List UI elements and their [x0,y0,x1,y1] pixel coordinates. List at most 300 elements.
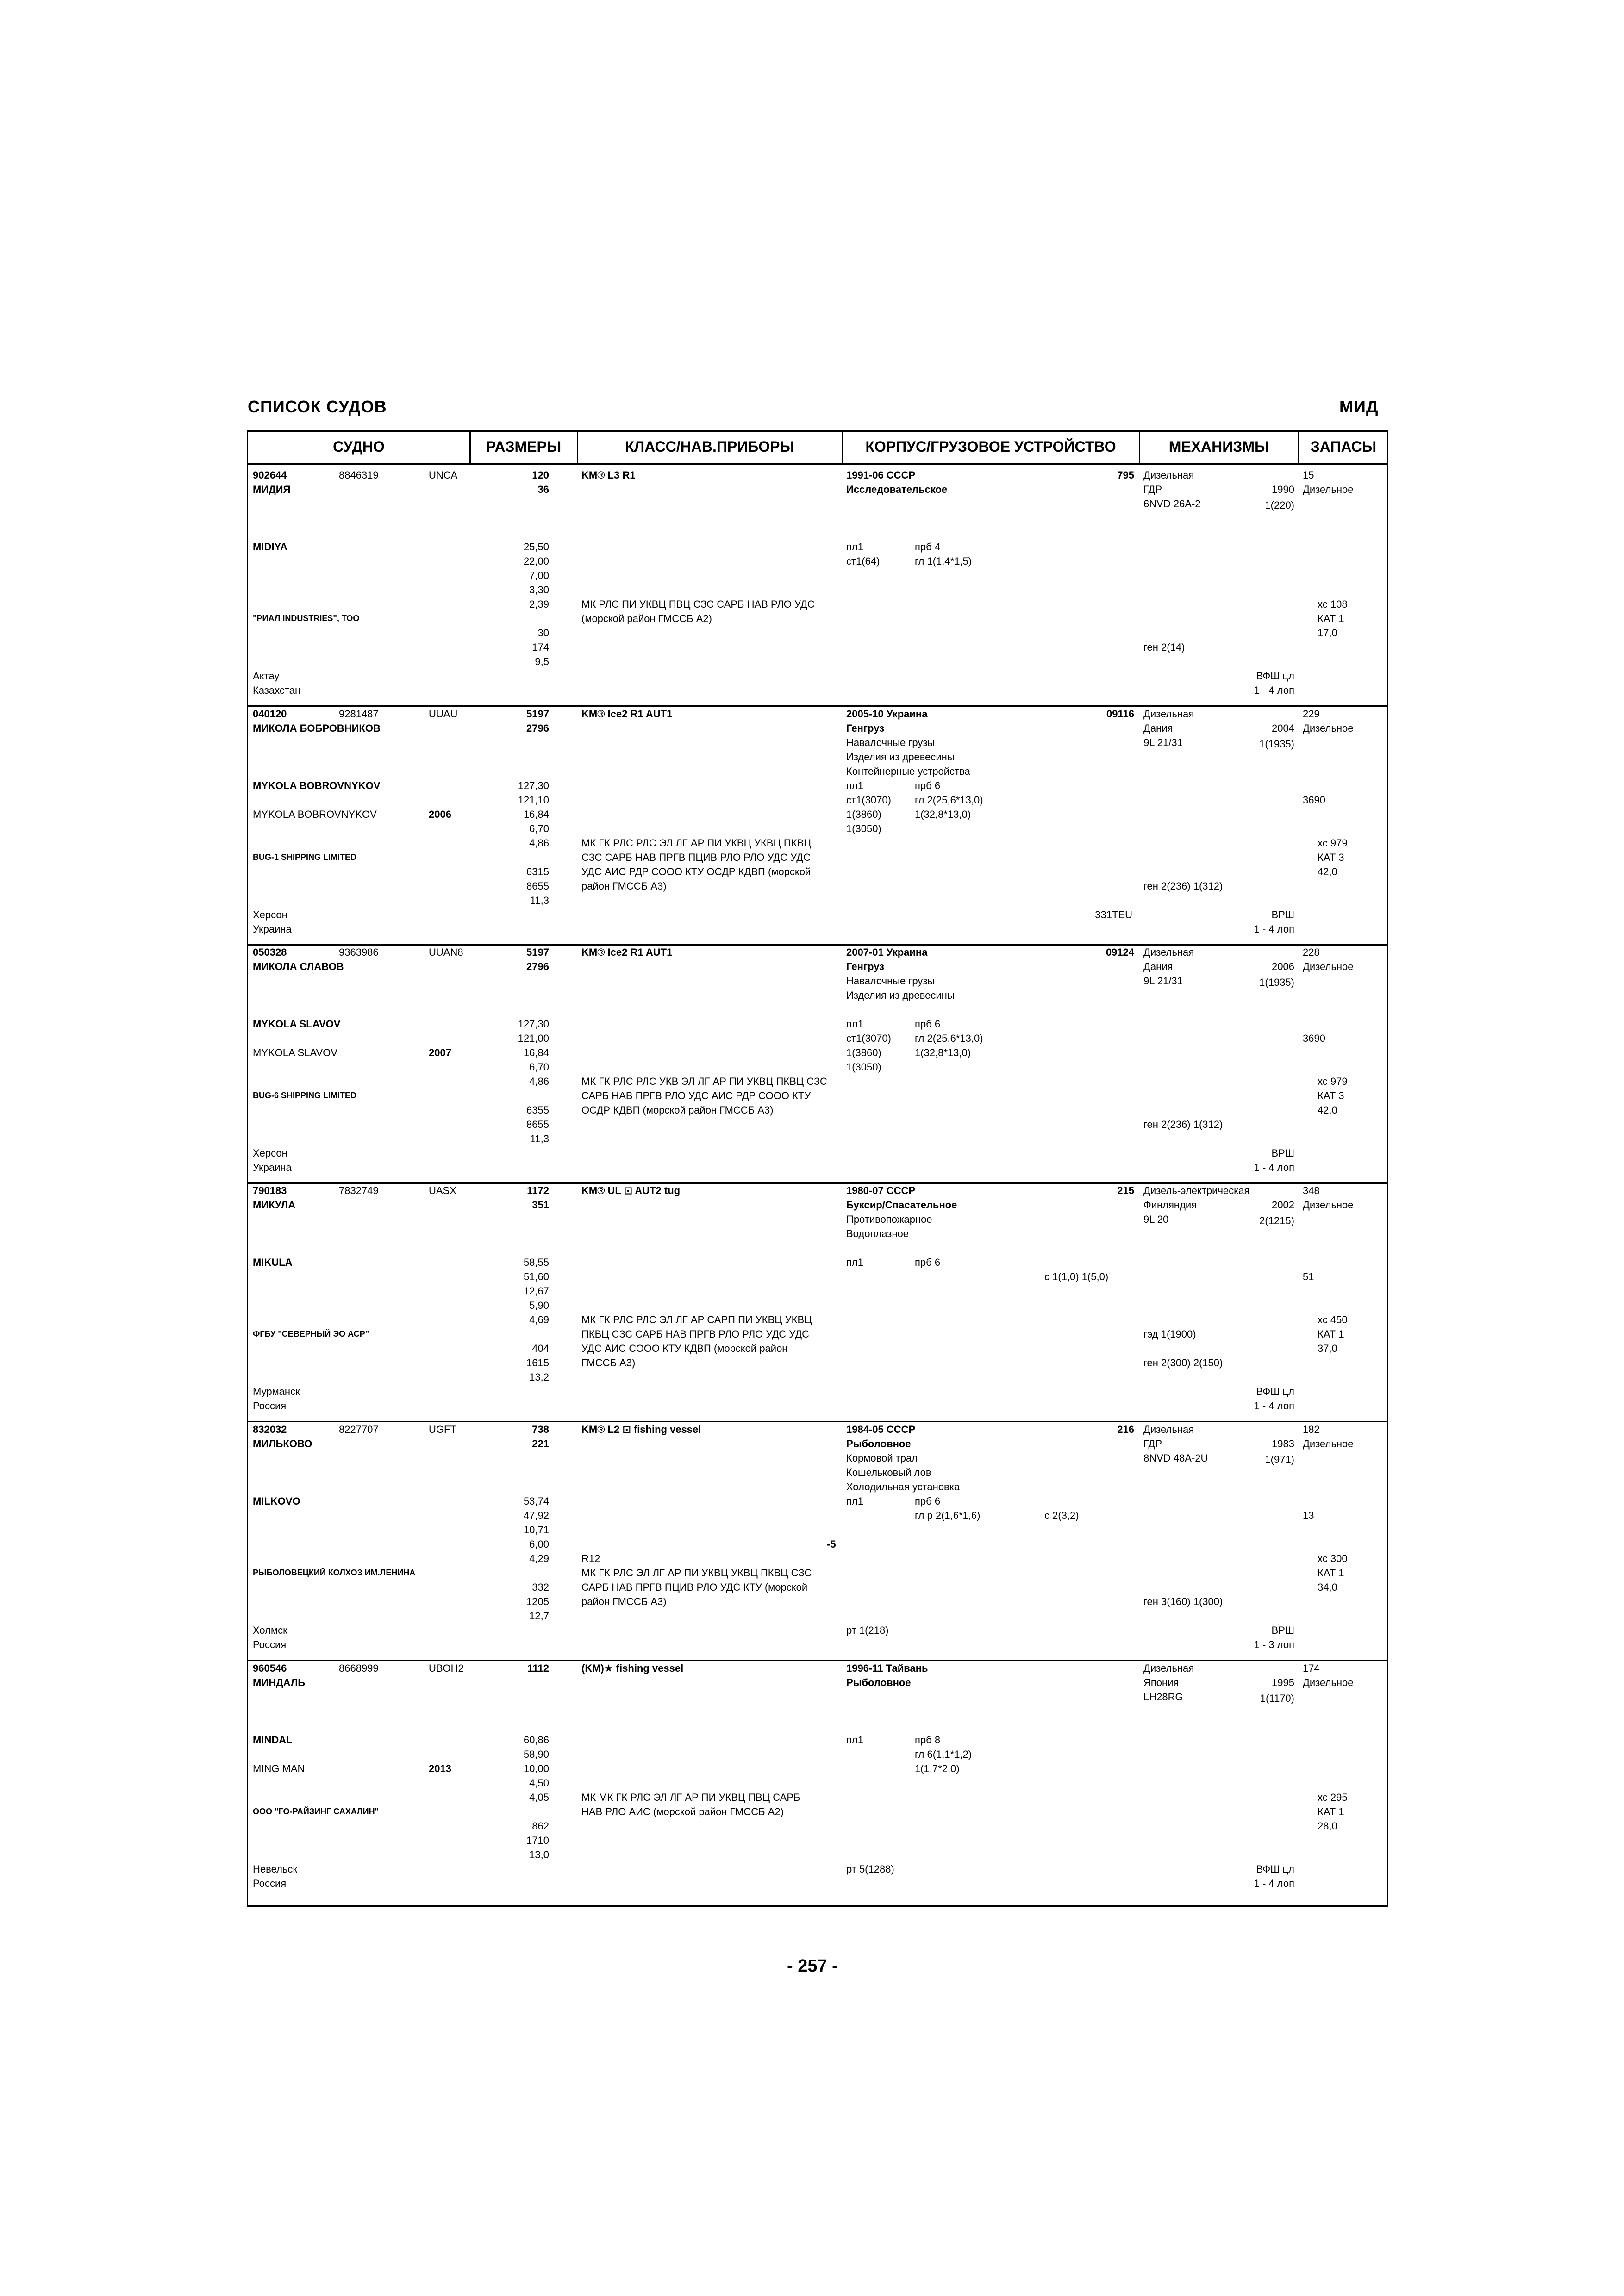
supplies-line: 348 [1303,1185,1320,1196]
hull-deck-line: ст1(3070) [846,794,891,806]
page-header-left: СПИСОК СУДОВ [248,397,387,416]
generators: ген 2(236) 1(312) [1143,1119,1223,1130]
vessel-record [248,468,1387,704]
hull-feature-line: Изделия из древесины [846,751,955,763]
hull-deck-line: 1(3050) [846,823,881,834]
refrigerator-line: 42,0 [1318,1104,1337,1116]
dimension-value: 4,05 [529,1792,549,1803]
flag-country: Казахстан [253,684,301,696]
imo-number: 9363986 [339,946,379,958]
vessel-name: МИКОЛА СЛАВОВ [253,961,344,972]
propeller-line: ВРШ [1271,1624,1294,1636]
reg-number: 040120 [253,708,287,720]
column-header-dimensions: РАЗМЕРЫ [486,438,562,455]
home-port: Холмск [253,1624,287,1636]
imo-number: 8846319 [339,469,379,481]
refrigerator-line: хс 295 [1318,1792,1348,1803]
dimension-value: 10,00 [523,1763,549,1774]
vessel-type: Исследовательское [846,484,948,495]
call-sign: UUAN8 [429,946,463,958]
column-divider [577,432,578,463]
hull-feature-line: Противопожарное [846,1213,932,1225]
owner: BUG-1 SHIPPING LIMITED [253,852,357,862]
call-sign: UUAU [429,708,458,720]
supplies-capacity: 13 [1303,1510,1314,1521]
vessel-name-latin: MIKULA [253,1257,293,1268]
reg-number: 902644 [253,469,287,481]
nav-equipment-line: САРБ НАВ ПРГВ ПЦИВ РЛО УДС КТУ (морской [581,1581,808,1593]
project-code: 215 [1117,1185,1134,1196]
dimension-value: 53,74 [523,1495,549,1507]
call-sign: UASX [429,1185,456,1196]
dimension-value: 1615 [526,1357,549,1369]
nav-equipment-line: (морской район ГМССБ А2) [581,613,712,624]
hull-deck-line: 1(3860) [846,1047,881,1058]
home-port: Невельск [253,1863,297,1875]
dimension-value: 5197 [526,946,549,958]
propeller-line: ВФШ цл [1256,670,1294,682]
refrigerator-line: 42,0 [1318,866,1337,877]
flag-country: Украина [253,923,292,935]
dimension-value: 4,69 [529,1314,549,1325]
machinery-line: Дания [1143,961,1173,972]
page-number: - 257 - [787,1956,838,1976]
column-divider [469,432,471,463]
former-name: MYKOLA BOBROVNYKOV [253,809,377,820]
hull-hold-line: гл 2(25,6*13,0) [915,794,983,806]
home-port: Мурманск [253,1386,300,1397]
nav-equipment-line: МК МК ГК РЛС ЭЛ ЛГ АР ПИ УКВЦ ПВЦ САРБ [581,1792,800,1803]
dimension-value: 121,10 [518,794,549,806]
nav-equipment-line: ОСДР КДВП (морской район ГМССБ А3) [581,1104,774,1116]
supplies-line: Дизельное [1303,1677,1354,1688]
refrigerator-line: 34,0 [1318,1581,1337,1593]
owner: ООО "ГО-РАЙЗИНГ САХАЛИН" [253,1807,379,1816]
hull-deck-line: пл1 [846,1257,863,1268]
hull-hold-line: гл 1(1,4*1,5) [915,555,972,567]
dimension-value: 58,90 [523,1748,549,1760]
column-header-supplies: ЗАПАСЫ [1310,438,1377,455]
hull-hold-line: прб 6 [915,1257,941,1268]
hull-hold-line: прб 8 [915,1734,941,1746]
project-code: 09116 [1106,708,1134,720]
dimension-value: 4,29 [529,1553,549,1564]
dimension-value: 22,00 [523,555,549,567]
supplies-line: 228 [1303,946,1320,958]
imo-number: 9281487 [339,708,379,720]
propeller-line: 1 - 4 лоп [1254,684,1294,696]
dimension-value: 6,70 [529,1061,549,1073]
home-port: Херсон [253,1147,287,1159]
former-name-year: 2006 [429,809,451,820]
home-port: Актау [253,670,280,682]
dimension-value: 8655 [526,1119,549,1130]
hull-hold-line: прб 6 [915,1495,941,1507]
dimension-value: 11,3 [530,1133,549,1145]
owner: ФГБУ "СЕВЕРНЫЙ ЭО АСР" [253,1329,369,1338]
owner: BUG-6 SHIPPING LIMITED [253,1091,357,1100]
hull-hold-line: 1(1,7*2,0) [915,1763,960,1774]
reg-number: 790183 [253,1185,287,1196]
generators: ген 2(14) [1143,641,1185,653]
propeller-line: ВРШ [1271,1147,1294,1159]
dimension-value: 1172 [527,1185,549,1196]
nav-equipment-line: СЗС САРБ НАВ ПРГВ ПЦИВ РЛО РЛО УДС УДС [581,852,811,863]
machinery-line: 6NVD 26A-2 [1143,498,1201,510]
machinery-line: ГДР [1143,1438,1162,1450]
flag-country: Россия [253,1639,287,1650]
dimension-value: 5197 [526,708,549,720]
engine-power: 2(1215) [1259,1215,1294,1226]
hull-deck-line: пл1 [846,1018,863,1030]
vessel-type: Рыболовное [846,1677,911,1688]
supplies-capacity: 3690 [1303,1033,1325,1044]
dimension-value: 2796 [526,722,549,734]
dimension-value: 2,39 [529,598,549,610]
home-port: Херсон [253,909,287,921]
project-code: 216 [1117,1424,1134,1435]
dimension-value: 4,50 [529,1777,549,1789]
class-extra: -5 [827,1538,836,1550]
engine-year: 2004 [1272,722,1294,734]
machinery-line: 8NVD 48A-2U [1143,1452,1208,1464]
dimension-value: 1205 [526,1596,549,1607]
supplies-line: 15 [1303,469,1314,481]
dimension-value: 221 [532,1438,549,1450]
machinery-line: Дизельная [1143,469,1194,481]
supplies-line: Дизельное [1303,1199,1354,1211]
dimension-value: 6,00 [529,1538,549,1550]
engine-year: 2006 [1272,961,1294,972]
refrigerator-line: 17,0 [1318,627,1337,639]
dimension-value: 60,86 [523,1734,549,1746]
vessel-type: Генгруз [846,961,885,972]
machinery-line: 9L 21/31 [1143,737,1183,748]
vessel-type: Буксир/Спасательное [846,1199,957,1211]
dimension-value: 332 [532,1581,549,1593]
supplies-line: 229 [1303,708,1320,720]
machinery-line: Дизель-электрическая [1143,1185,1250,1196]
generators: ген 2(236) 1(312) [1143,880,1223,892]
nav-equipment-line: R12 [581,1553,600,1564]
owner: "РИАЛ INDUSTRIES", ТОО [253,614,360,623]
dimension-value: 5,90 [529,1300,549,1311]
machinery-line: Финляндия [1143,1199,1197,1211]
dimension-value: 25,50 [523,541,549,553]
dimension-value: 10,71 [523,1524,549,1536]
build-date-country: 2007-01 Украина [846,946,928,958]
propeller-line: 1 - 4 лоп [1254,1878,1294,1889]
hull-deck-line: ст1(3070) [846,1033,891,1044]
refrigerator-line: КАТ 1 [1318,1328,1344,1340]
project-code: 795 [1117,469,1134,481]
dimension-value: 7,00 [529,570,549,581]
refrigerator-line: КАТ 1 [1318,1806,1344,1817]
supplies-capacity: 51 [1303,1271,1314,1282]
hull-deck-line: пл1 [846,780,863,791]
call-sign: UGFT [429,1424,456,1435]
engine-power: 1(1935) [1259,977,1294,988]
dimension-value: 58,55 [523,1257,549,1268]
dimension-value: 404 [532,1343,549,1354]
dimension-value: 30 [537,627,549,639]
supplies-line: Дизельное [1303,1438,1354,1450]
propeller-line: 1 - 3 лоп [1254,1639,1294,1650]
refrigerator-line: хс 108 [1318,598,1348,610]
ship-register-table [247,430,1388,1907]
class-notation: KM® UL ⊡ AUT2 tug [581,1185,681,1196]
dimension-value: 127,30 [518,1018,549,1030]
column-header-vessel: СУДНО [333,438,385,455]
vessel-name: МИКУЛА [253,1199,296,1211]
hull-cranes: с 1(1,0) 1(5,0) [1044,1271,1109,1282]
machinery-line: Дизельная [1143,708,1194,720]
refrigerator-line: КАТ 1 [1318,1567,1344,1579]
machinery-line: Дизельная [1143,1424,1194,1435]
vessel-record [248,707,1387,943]
refrigerator-line: хс 450 [1318,1314,1348,1325]
machinery-line: 9L 20 [1143,1213,1169,1225]
dimension-value: 738 [532,1424,549,1435]
flag-country: Россия [253,1878,287,1889]
nav-equipment-line: район ГМССБ А3) [581,880,667,892]
nav-equipment-line: ПКВЦ СЗС САРБ НАВ ПРГВ РЛО РЛО УДС УДС [581,1328,810,1340]
nav-equipment-line: НАВ РЛО АИС (морской район ГМССБ А2) [581,1806,784,1817]
call-sign: UBOH2 [429,1662,464,1674]
dimension-value: 3,30 [529,584,549,596]
vessel-name-latin: MYKOLA BOBROVNYKOV [253,780,381,791]
supplies-capacity: 3690 [1303,794,1325,806]
hull-feature-line: Контейнерные устройства [846,765,970,777]
supplies-line: Дизельное [1303,484,1354,495]
reg-number: 960546 [253,1662,287,1674]
vessel-name-latin: MILKOVO [253,1495,300,1507]
hull-refrigeration: рт 1(218) [846,1624,889,1636]
hull-feature-line: Навалочные грузы [846,737,935,748]
supplies-line: Дизельное [1303,961,1354,972]
vessel-record [248,945,1387,1181]
nav-equipment-line: САРБ НАВ ПРГВ РЛО УДС АИС РДР СООО КТУ [581,1090,811,1101]
propeller-line: 1 - 4 лоп [1254,1162,1294,1173]
dimension-value: 174 [532,641,549,653]
machinery-line: Дизельная [1143,1662,1194,1674]
hull-cranes: с 2(3,2) [1044,1510,1079,1521]
owner: РЫБОЛОВЕЦКИЙ КОЛХОЗ ИМ.ЛЕНИНА [253,1568,416,1577]
column-header-machinery: МЕХАНИЗМЫ [1168,438,1269,455]
dimension-value: 47,92 [523,1510,549,1521]
former-name: MING MAN [253,1763,305,1774]
dimension-value: 4,86 [529,837,549,849]
refrigerator-line: хс 300 [1318,1553,1348,1564]
engine-power: 1(971) [1265,1454,1294,1465]
dimension-value: 6355 [526,1104,549,1116]
nav-equipment-line: МК ГК РЛС РЛС ЭЛ ЛГ АР ПИ УКВЦ УКВЦ ПКВЦ [581,837,812,849]
propeller-line: 1 - 4 лоп [1254,923,1294,935]
vessel-name: МИНДАЛЬ [253,1677,306,1688]
class-notation: (KM)★ fishing vessel [581,1662,684,1674]
class-notation: KM® Ice2 R1 AUT1 [581,708,673,720]
dimension-value: 1112 [527,1662,549,1674]
hull-hold-line: гл 6(1,1*1,2) [915,1748,972,1760]
project-code: 09124 [1106,946,1134,958]
nav-equipment-line: МК РЛС ПИ УКВЦ ПВЦ СЗС САРБ НАВ РЛО УДС [581,598,815,610]
nav-equipment-line: УДС АИС СООО КТУ КДВП (морской район [581,1343,788,1354]
class-notation: KM® Ice2 R1 AUT1 [581,946,673,958]
hull-hold-line: прб 6 [915,1018,941,1030]
refrigerator-line: КАТ 1 [1318,613,1344,624]
generators: ген 3(160) 1(300) [1143,1596,1223,1607]
supplies-line: 182 [1303,1424,1320,1435]
vessel-record [248,1422,1387,1658]
propeller-line: ВФШ цл [1256,1863,1294,1875]
column-divider [1139,432,1140,463]
dimension-value: 12,7 [529,1610,549,1622]
nav-equipment-line: район ГМССБ А3) [581,1596,667,1607]
engine-year: 1990 [1272,484,1294,495]
former-name-year: 2007 [429,1047,451,1058]
dimension-value: 6315 [526,866,549,877]
refrigerator-line: хс 979 [1318,837,1348,849]
dimension-value: 11,3 [530,895,549,906]
imo-number: 8668999 [339,1662,379,1674]
machinery-line: Дания [1143,722,1173,734]
dimension-value: 8655 [526,880,549,892]
reg-number: 832032 [253,1424,287,1435]
hull-deck-line: пл1 [846,1734,863,1746]
column-header-hull: КОРПУС/ГРУЗОВОЕ УСТРОЙСТВО [865,438,1116,455]
dimension-value: 16,84 [523,1047,549,1058]
nav-equipment-line: ГМССБ А3) [581,1357,636,1369]
dimension-value: 862 [532,1820,549,1832]
vessel-name: МИЛЬКОВО [253,1438,312,1450]
engine-power: 1(220) [1265,499,1294,511]
hull-deck-line: ст1(64) [846,555,880,567]
build-date-country: 1980-07 СССР [846,1185,916,1196]
hull-deck-line: пл1 [846,541,863,553]
machinery-line: Дизельная [1143,946,1194,958]
propeller-line: ВФШ цл [1256,1386,1294,1397]
hull-feature-line: Изделия из древесины [846,989,955,1001]
machinery-line: 9L 21/31 [1143,975,1183,987]
call-sign: UNCA [429,469,458,481]
build-date-country: 1991-06 СССР [846,469,916,481]
machinery-line: ГДР [1143,484,1162,495]
propeller-line: 1 - 4 лоп [1254,1400,1294,1412]
engine-power: 1(1935) [1259,738,1294,750]
dimension-value: 4,86 [529,1076,549,1087]
hull-hold-line: прб 6 [915,780,941,791]
hull-hold-line: гл р 2(1,6*1,6) [915,1510,981,1521]
teu-capacity: 331TEU [1095,909,1132,921]
hull-hold-line: 1(32,8*13,0) [915,1047,971,1058]
former-name-year: 2013 [429,1763,451,1774]
engine-year: 1983 [1272,1438,1294,1450]
hull-feature-line: Холодильная установка [846,1481,960,1493]
hull-hold-line: гл 2(25,6*13,0) [915,1033,983,1044]
refrigerator-line: КАТ 3 [1318,852,1344,863]
dimension-value: 51,60 [523,1271,549,1282]
build-date-country: 1996-11 Тайвань [846,1662,928,1674]
vessel-name-latin: MIDIYA [253,541,287,553]
refrigerator-line: 28,0 [1318,1820,1337,1832]
dimension-value: 1710 [526,1835,549,1846]
hull-feature-line: Навалочные грузы [846,975,935,987]
refrigerator-line: КАТ 3 [1318,1090,1344,1101]
generators: ген 2(300) 2(150) [1143,1357,1223,1369]
hull-hold-line: прб 4 [915,541,941,553]
dimension-value: 2796 [526,961,549,972]
vessel-name-latin: MINDAL [253,1734,293,1746]
dimension-value: 9,5 [535,656,549,667]
vessel-type: Рыболовное [846,1438,911,1450]
column-header-class: КЛАСС/НАВ.ПРИБОРЫ [625,438,794,455]
hull-feature-line: Водоплазное [846,1228,909,1239]
build-date-country: 2005-10 Украина [846,708,928,720]
machinery-line: LH28RG [1143,1691,1183,1703]
dimension-value: 13,2 [529,1371,549,1383]
hull-deck-line: пл1 [846,1495,863,1507]
vessel-type: Генгруз [846,722,885,734]
engine-power: 1(1170) [1260,1692,1294,1704]
engine-year: 2002 [1272,1199,1294,1211]
dimension-value: 351 [532,1199,549,1211]
column-divider [842,432,843,463]
hull-deck-line: 1(3860) [846,809,881,820]
nav-equipment-line: МК ГК РЛС РЛС ЭЛ ЛГ АР САРП ПИ УКВЦ УКВЦ [581,1314,812,1325]
refrigerator-line: 37,0 [1318,1343,1337,1354]
class-notation: KM® L3 R1 [581,469,636,481]
vessel-record [248,1183,1387,1419]
nav-equipment-line: МК ГК РЛС ЭЛ ЛГ АР ПИ УКВЦ УКВЦ ПКВЦ СЗС [581,1567,812,1579]
dimension-value: 121,00 [518,1033,549,1044]
flag-country: Россия [253,1400,287,1412]
dimension-value: 36 [537,484,549,495]
reg-number: 050328 [253,946,287,958]
vessel-name-latin: MYKOLA SLAVOV [253,1018,341,1030]
hull-deck-line: 1(3050) [846,1061,881,1073]
hull-hold-line: 1(32,8*13,0) [915,809,971,820]
nav-equipment-line: МК ГК РЛС РЛС УКВ ЭЛ ЛГ АР ПИ УКВЦ ПКВЦ СЗС [581,1076,827,1087]
dimension-value: 127,30 [518,780,549,791]
dimension-value: 12,67 [523,1285,549,1297]
imo-number: 8227707 [339,1424,379,1435]
machinery-line: Япония [1143,1677,1179,1688]
vessel-name: МИДИЯ [253,484,291,495]
build-date-country: 1984-05 СССР [846,1424,916,1435]
supplies-line: 174 [1303,1662,1320,1674]
engine-year: 1995 [1272,1677,1294,1688]
former-name: MYKOLA SLAVOV [253,1047,338,1058]
vessel-name: МИКОЛА БОБРОВНИКОВ [253,722,381,734]
page-header-right: МИД [1339,397,1379,416]
column-divider [1298,432,1299,463]
refrigerator-line: хс 979 [1318,1076,1348,1087]
nav-equipment-line: УДС АИС РДР СООО КТУ ОСДР КДВП (морской [581,866,811,877]
propeller-line: ВРШ [1271,909,1294,921]
hull-feature-line: Кошельковый лов [846,1467,931,1478]
imo-number: 7832749 [339,1185,379,1196]
dimension-value: 120 [532,469,549,481]
hull-refrigeration: рт 5(1288) [846,1863,894,1875]
vessel-record [248,1661,1387,1892]
flag-country: Украина [253,1162,292,1173]
generator-extra: гэд 1(1900) [1143,1328,1196,1340]
dimension-value: 13,0 [529,1849,549,1860]
dimension-value: 6,70 [529,823,549,834]
class-notation: KM® L2 ⊡ fishing vessel [581,1424,701,1435]
dimension-value: 16,84 [523,809,549,820]
supplies-line: Дизельное [1303,722,1354,734]
